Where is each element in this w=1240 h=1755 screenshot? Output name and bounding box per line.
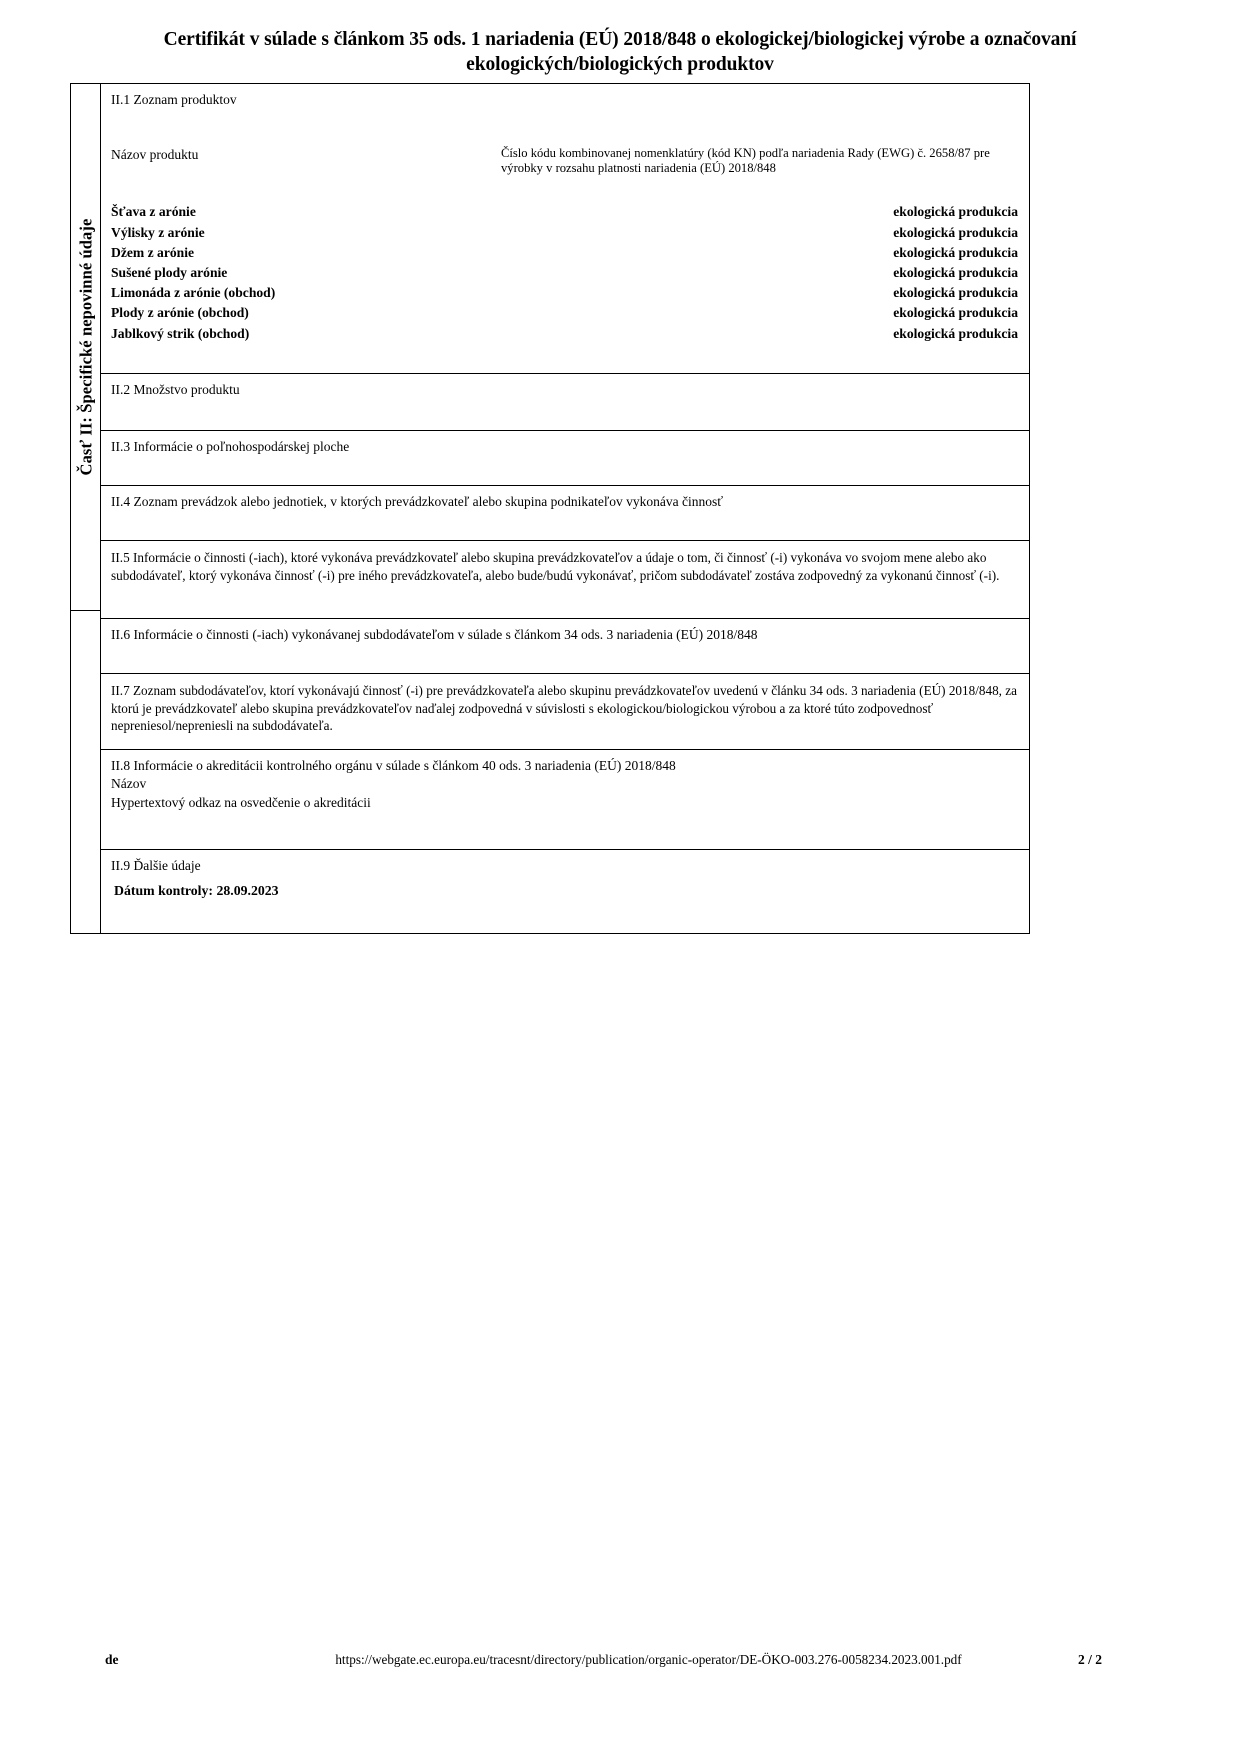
section-ii5 — [101, 541, 1029, 619]
section-ii8 — [101, 750, 1029, 850]
table-row — [111, 305, 1019, 325]
column-header-kn-code: Číslo kódu kombinovanej nomenklatúry (kód KN) podľa nariadenia Rady (EWG) č. 2658/87 pre výrobky v rozsahu platnosti nariadenia (EÚ) 2018/848 — [501, 146, 990, 176]
footer-url[interactable]: https://webgate.ec.europa.eu/tracesnt/directory/publication/organic-operator/DE-ÖKO-003.276-0058234.2023.001.pdf — [335, 1652, 962, 1667]
part-spine-box — [71, 84, 101, 611]
table-row — [111, 245, 1019, 265]
column-header-product-name: Názov produktu — [111, 147, 199, 162]
page-footer — [70, 1652, 1130, 1668]
table-row — [111, 225, 1019, 245]
section-ii3 — [101, 431, 1029, 486]
section-ii7-title: II.7 Zoznam subdodávateľov, ktorí vykonávajú činnosť (-i) pre prevádzkovateľa alebo skupinu prevádzkovateľov uvedenú v článku 34 ods. 3 nariadenia (EÚ) 2018/848, za ktorú je prevádzkovateľ alebo skupina prevádzkovateľov naďalej zodpovedná v súvislosti s ekologickou/biologickou výrobou a za ktoré túto zodpovednosť nepreniesol/nepreniesli na subdodávateľa. — [111, 683, 1017, 733]
section-ii9-title: II.9 Ďalšie údaje — [111, 858, 201, 873]
product-name: Džem z arónie — [111, 244, 195, 260]
table-row — [111, 204, 1019, 224]
section-ii3-title: II.3 Informácie o poľnohospodárskej ploche — [111, 439, 350, 454]
table-row — [111, 265, 1019, 285]
product-status: ekologická produkcia — [893, 285, 1018, 301]
product-name: Limonáda z arónie (obchod) — [111, 285, 276, 301]
table-row — [111, 285, 1019, 305]
product-status: ekologická produkcia — [893, 244, 1018, 260]
product-status: ekologická produkcia — [893, 224, 1018, 240]
section-ii8-title: II.8 Informácie o akreditácii kontrolného orgánu v súlade s článkom 40 ods. 3 nariadenia (EÚ) 2018/848 — [111, 758, 676, 773]
certificate-table — [70, 83, 1030, 934]
product-status: ekologická produkcia — [893, 325, 1018, 341]
part-spine — [71, 84, 101, 933]
section-ii4 — [101, 486, 1029, 541]
section-ii1-title: II.1 Zoznam produktov — [111, 92, 237, 107]
part-label: Časť II: Špecifické nepovinné údaje — [76, 218, 95, 476]
product-status: ekologická produkcia — [893, 305, 1018, 321]
section-ii8-hyperlink-label[interactable]: Hypertextový odkaz na osvedčenie o akreditácii — [111, 795, 371, 810]
section-ii6-title: II.6 Informácie o činnosti (-iach) vykonávanej subdodávateľom v súlade s článkom 34 ods. 3 nariadenia (EÚ) 2018/848 — [111, 627, 758, 642]
product-list — [111, 204, 1019, 345]
section-ii1 — [101, 84, 1029, 374]
product-status: ekologická produkcia — [893, 264, 1018, 280]
sections-column — [101, 84, 1029, 933]
inspection-date: Dátum kontroly: 28.09.2023 — [114, 883, 279, 898]
footer-language: de — [105, 1652, 119, 1667]
section-ii8-name-label: Názov — [111, 776, 147, 791]
section-ii6 — [101, 619, 1029, 674]
product-name: Jablkový strik (obchod) — [111, 325, 250, 341]
section-ii5-title: II.5 Informácie o činnosti (-iach), ktoré vykonáva prevádzkovateľ alebo skupina prevádzkovateľov a údaje o tom, či činnosť (-i) vykonáva vo svojom mene alebo ako subdodávateľ, ktorý vykonáva činnosť (-i) pre iného prevádzkovateľa, alebo bude/budú vykonávať, pričom subdodávateľ zostáva zodpovedný za vykonanú činnosť (-i). — [111, 550, 1000, 583]
product-name: Výlisky z arónie — [111, 224, 205, 240]
product-name: Sušené plody arónie — [111, 264, 228, 280]
page-title: Certifikát v súlade s článkom 35 ods. 1 nariadenia (EÚ) 2018/848 o ekologickej/biologickej výrobe a označovaní ekologických/biologických produktov — [163, 29, 1077, 75]
section-ii1-column-headers — [111, 146, 1019, 176]
table-row — [111, 326, 1019, 346]
section-ii7 — [101, 674, 1029, 750]
section-ii2 — [101, 374, 1029, 431]
product-name: Plody z arónie (obchod) — [111, 305, 249, 321]
section-ii4-title: II.4 Zoznam prevádzok alebo jednotiek, v ktorých prevádzkovateľ alebo skupina podnikateľov vykonáva činnosť — [111, 494, 724, 509]
section-ii2-title: II.2 Množstvo produktu — [111, 382, 240, 397]
footer-page-number: 2 / 2 — [1077, 1652, 1102, 1667]
product-name: Šťava z arónie — [111, 204, 196, 220]
section-ii9 — [101, 850, 1029, 933]
product-status: ekologická produkcia — [893, 204, 1018, 220]
